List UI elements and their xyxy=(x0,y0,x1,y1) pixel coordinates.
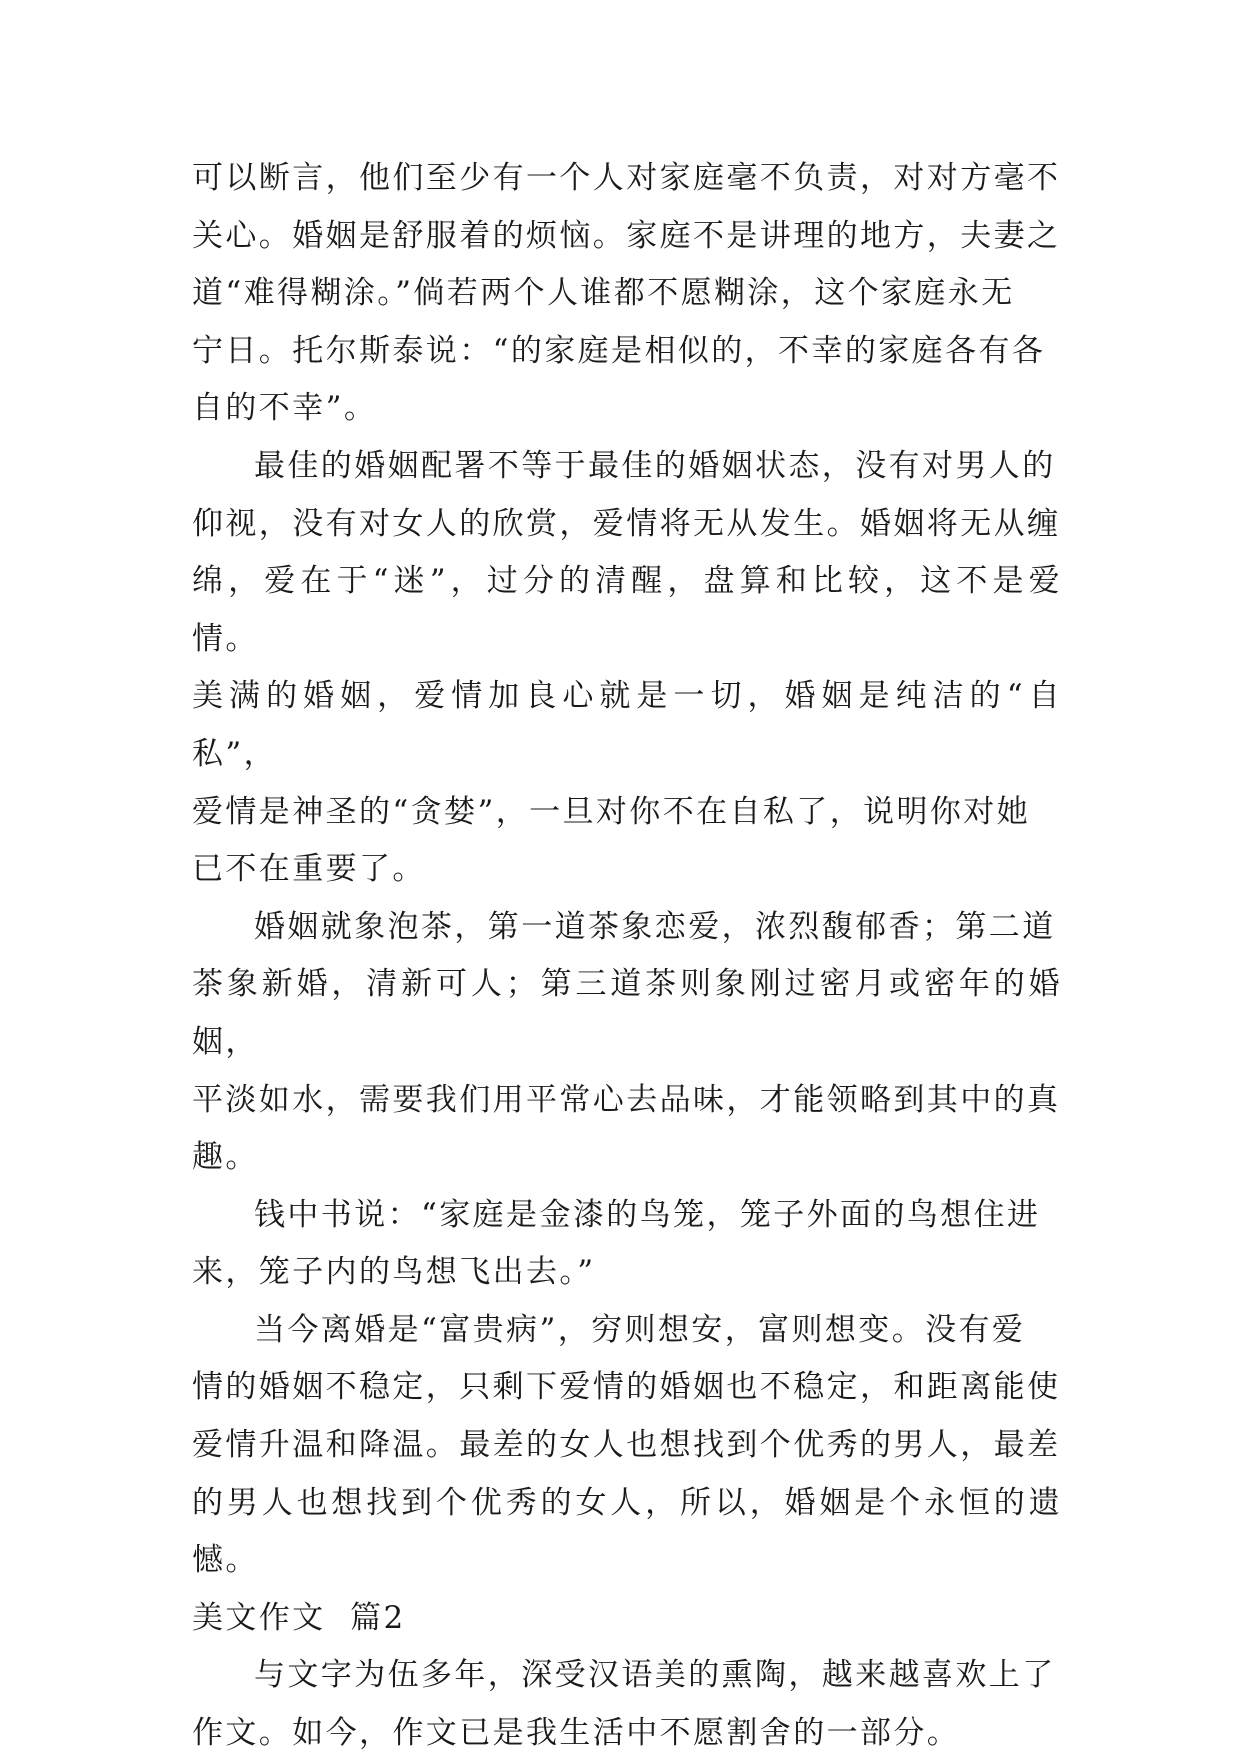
section-heading: 美文作文 篇2 xyxy=(192,1599,406,1636)
paragraph-4: 钱中书说：“家庭是金漆的鸟笼，笼子外面的鸟想住进 来，笼子内的鸟想飞出去。” xyxy=(192,1196,1041,1291)
paragraph-2: 最佳的婚姻配署不等于最佳的婚姻状态，没有对男人的 仰视，没有对女人的欣赏，爱情将无从发生。婚姻将无从缠 绵，爱在于“迷”，过分的清醒，盘算和比较，这不是爱情。 美满的婚姻，爱情加良心就是一切，婚姻是纯洁的“自私”， 爱情是神圣的“贪婪”，一旦对你不在自私了，说明你对她 已不在重要了。 xyxy=(192,447,1062,888)
paragraph-1: 可以断言，他们至少有一个人对家庭毫不负责，对对方毫不 关心。婚姻是舒服着的烦恼。家庭不是讲理的地方，夫妻之 道“难得糊涂。”倘若两个人谁都不愿糊涂，这个家庭永无 宁日。托尔斯泰说：“的家庭是相似的，不幸的家庭各有各 自的不幸”。 xyxy=(192,160,1061,427)
paragraph-5: 当今离婚是“富贵病”，穷则想安，富则想变。没有爱 情的婚姻不稳定，只剩下爱情的婚姻也不稳定，和距离能使 爱情升温和降温。最差的女人也想找到个优秀的男人，最差 的男人也想找到个优秀的女人，所以，婚姻是个永恒的遗憾。 xyxy=(192,1311,1062,1579)
section-paragraph-1: 与文字为伍多年，深受汉语美的熏陶，越来越喜欢上了 作文。如今，作文已是我生活中不愿割舍的一部分。 xyxy=(192,1657,1056,1752)
document-page xyxy=(192,150,1062,1763)
paragraph-3: 婚姻就象泡茶，第一道茶象恋爱，浓烈馥郁香；第二道 茶象新婚，清新可人；第三道茶则象刚过密月或密年的婚姻， 平淡如水，需要我们用平常心去品味，才能领略到其中的真 趣。 xyxy=(192,908,1062,1176)
